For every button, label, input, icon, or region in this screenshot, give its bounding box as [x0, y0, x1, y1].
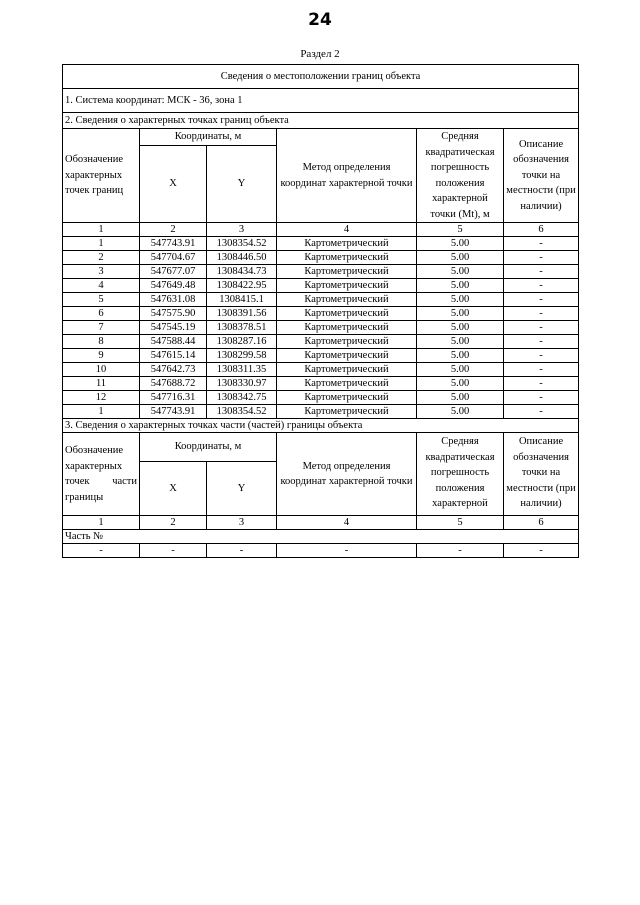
header-y: Y [207, 146, 277, 223]
error: 5.00 [417, 279, 504, 293]
section-label: Раздел 2 [300, 48, 340, 60]
point-id: 5 [63, 293, 140, 307]
point-id: 3 [63, 265, 140, 279]
table-row [63, 321, 579, 335]
table-row [63, 335, 579, 349]
description: - [504, 391, 579, 405]
column-number: 3 [207, 516, 277, 530]
header-x-part: X [140, 462, 207, 516]
coord-y: 1308354.52 [207, 405, 277, 419]
table-row [63, 279, 579, 293]
method: Картометрический [277, 391, 417, 405]
method: Картометрический [277, 349, 417, 363]
coord-y: 1308330.97 [207, 377, 277, 391]
column-number: 4 [277, 516, 417, 530]
point-id: 1 [63, 405, 140, 419]
error: 5.00 [417, 335, 504, 349]
header-description-part-text: Описание обозначения точки на местности (при наличии) [506, 436, 576, 509]
column-number: 1 [63, 516, 140, 530]
part2-title: 2. Сведения о характерных точках границ объекта [63, 113, 579, 129]
part-cell: - [504, 544, 579, 558]
part-cell: - [140, 544, 207, 558]
coord-x: 547588.44 [140, 335, 207, 349]
column-number: 5 [417, 516, 504, 530]
header-designation-part: Обозначение характерных точек части границы [63, 433, 140, 516]
coord-x: 547545.19 [140, 321, 207, 335]
coord-y: 1308287.16 [207, 335, 277, 349]
table-row [63, 307, 579, 321]
header-coords-part: Координаты, м [140, 433, 277, 462]
header-method: Метод определения координат характерной точки [277, 129, 417, 223]
column-number: 3 [207, 223, 277, 237]
description: - [504, 377, 579, 391]
coord-x: 547704.67 [140, 251, 207, 265]
coord-x: 547677.07 [140, 265, 207, 279]
header-error-part-text: Средняя квадратическая погрешность положения характерной [425, 436, 495, 509]
column-number-row [63, 223, 579, 237]
header-x: X [140, 146, 207, 223]
error: 5.00 [417, 321, 504, 335]
method: Картометрический [277, 279, 417, 293]
point-id: 2 [63, 251, 140, 265]
header-method-part: Метод определения координат характерной точки [277, 433, 417, 516]
description: - [504, 237, 579, 251]
description: - [504, 279, 579, 293]
coord-y: 1308354.52 [207, 237, 277, 251]
coord-x: 547642.73 [140, 363, 207, 377]
coord-y: 1308446.50 [207, 251, 277, 265]
column-number: 5 [417, 223, 504, 237]
error: 5.00 [417, 265, 504, 279]
method: Картометрический [277, 293, 417, 307]
point-id: 10 [63, 363, 140, 377]
column-number: 2 [140, 516, 207, 530]
coord-y: 1308342.75 [207, 391, 277, 405]
coord-y: 1308311.35 [207, 363, 277, 377]
coord-x: 547631.08 [140, 293, 207, 307]
table-row [63, 363, 579, 377]
coord-y: 1308415.1 [207, 293, 277, 307]
description: - [504, 363, 579, 377]
error: 5.00 [417, 377, 504, 391]
part-cell: - [63, 544, 140, 558]
error: 5.00 [417, 349, 504, 363]
coord-x: 547716.31 [140, 391, 207, 405]
description: - [504, 307, 579, 321]
description: - [504, 251, 579, 265]
part-number-label: Часть № [63, 530, 579, 544]
coord-x: 547575.90 [140, 307, 207, 321]
table-row [63, 237, 579, 251]
point-id: 6 [63, 307, 140, 321]
table-row [63, 377, 579, 391]
coord-y: 1308391.56 [207, 307, 277, 321]
description: - [504, 405, 579, 419]
coord-x: 547615.14 [140, 349, 207, 363]
point-id: 8 [63, 335, 140, 349]
coord-x: 547743.91 [140, 237, 207, 251]
part-cell: - [277, 544, 417, 558]
column-number-row-part [63, 516, 579, 530]
point-id: 7 [63, 321, 140, 335]
header-description-part [504, 433, 579, 516]
description: - [504, 335, 579, 349]
description: - [504, 321, 579, 335]
column-number: 4 [277, 223, 417, 237]
description: - [504, 349, 579, 363]
part-cell: - [207, 544, 277, 558]
method: Картометрический [277, 237, 417, 251]
coord-x: 547743.91 [140, 405, 207, 419]
coord-y: 1308422.95 [207, 279, 277, 293]
point-id: 4 [63, 279, 140, 293]
method: Картометрический [277, 405, 417, 419]
column-number: 6 [504, 223, 579, 237]
error: 5.00 [417, 251, 504, 265]
page-number: 24 [308, 10, 332, 30]
column-number: 2 [140, 223, 207, 237]
column-number: 1 [63, 223, 140, 237]
method: Картометрический [277, 335, 417, 349]
method: Картометрический [277, 251, 417, 265]
table-title: Сведения о местоположении границ объекта [63, 65, 579, 89]
table-row [63, 391, 579, 405]
error: 5.00 [417, 391, 504, 405]
column-number: 6 [504, 516, 579, 530]
header-designation: Обозначение характерных точек границ [63, 129, 140, 223]
header-coords: Координаты, м [140, 129, 277, 146]
error: 5.00 [417, 293, 504, 307]
header-y-part: Y [207, 462, 277, 516]
coord-x: 547649.48 [140, 279, 207, 293]
method: Картометрический [277, 363, 417, 377]
method: Картометрический [277, 377, 417, 391]
error: 5.00 [417, 405, 504, 419]
coord-system: 1. Система координат: МСК - 36, зона 1 [63, 89, 579, 113]
table-row [63, 251, 579, 265]
point-id: 1 [63, 237, 140, 251]
error: 5.00 [417, 237, 504, 251]
table-row [63, 293, 579, 307]
method: Картометрический [277, 307, 417, 321]
table-row [63, 265, 579, 279]
table-row [63, 405, 579, 419]
coord-y: 1308299.58 [207, 349, 277, 363]
error: 5.00 [417, 307, 504, 321]
part-cell: - [417, 544, 504, 558]
method: Картометрический [277, 321, 417, 335]
part3-title: 3. Сведения о характерных точках части (частей) границы объекта [63, 419, 579, 433]
header-error: Средняя квадратическая погрешность положения характерной точки (Mt), м [417, 129, 504, 223]
boundary-table [62, 64, 579, 558]
description: - [504, 293, 579, 307]
error: 5.00 [417, 363, 504, 377]
header-error-part [417, 433, 504, 516]
table-row [63, 349, 579, 363]
coord-x: 547688.72 [140, 377, 207, 391]
coord-y: 1308378.51 [207, 321, 277, 335]
description: - [504, 265, 579, 279]
point-id: 9 [63, 349, 140, 363]
method: Картометрический [277, 265, 417, 279]
point-id: 11 [63, 377, 140, 391]
point-id: 12 [63, 391, 140, 405]
header-description: Описание обозначения точки на местности (при наличии) [504, 129, 579, 223]
part-row [63, 544, 579, 558]
coord-y: 1308434.73 [207, 265, 277, 279]
